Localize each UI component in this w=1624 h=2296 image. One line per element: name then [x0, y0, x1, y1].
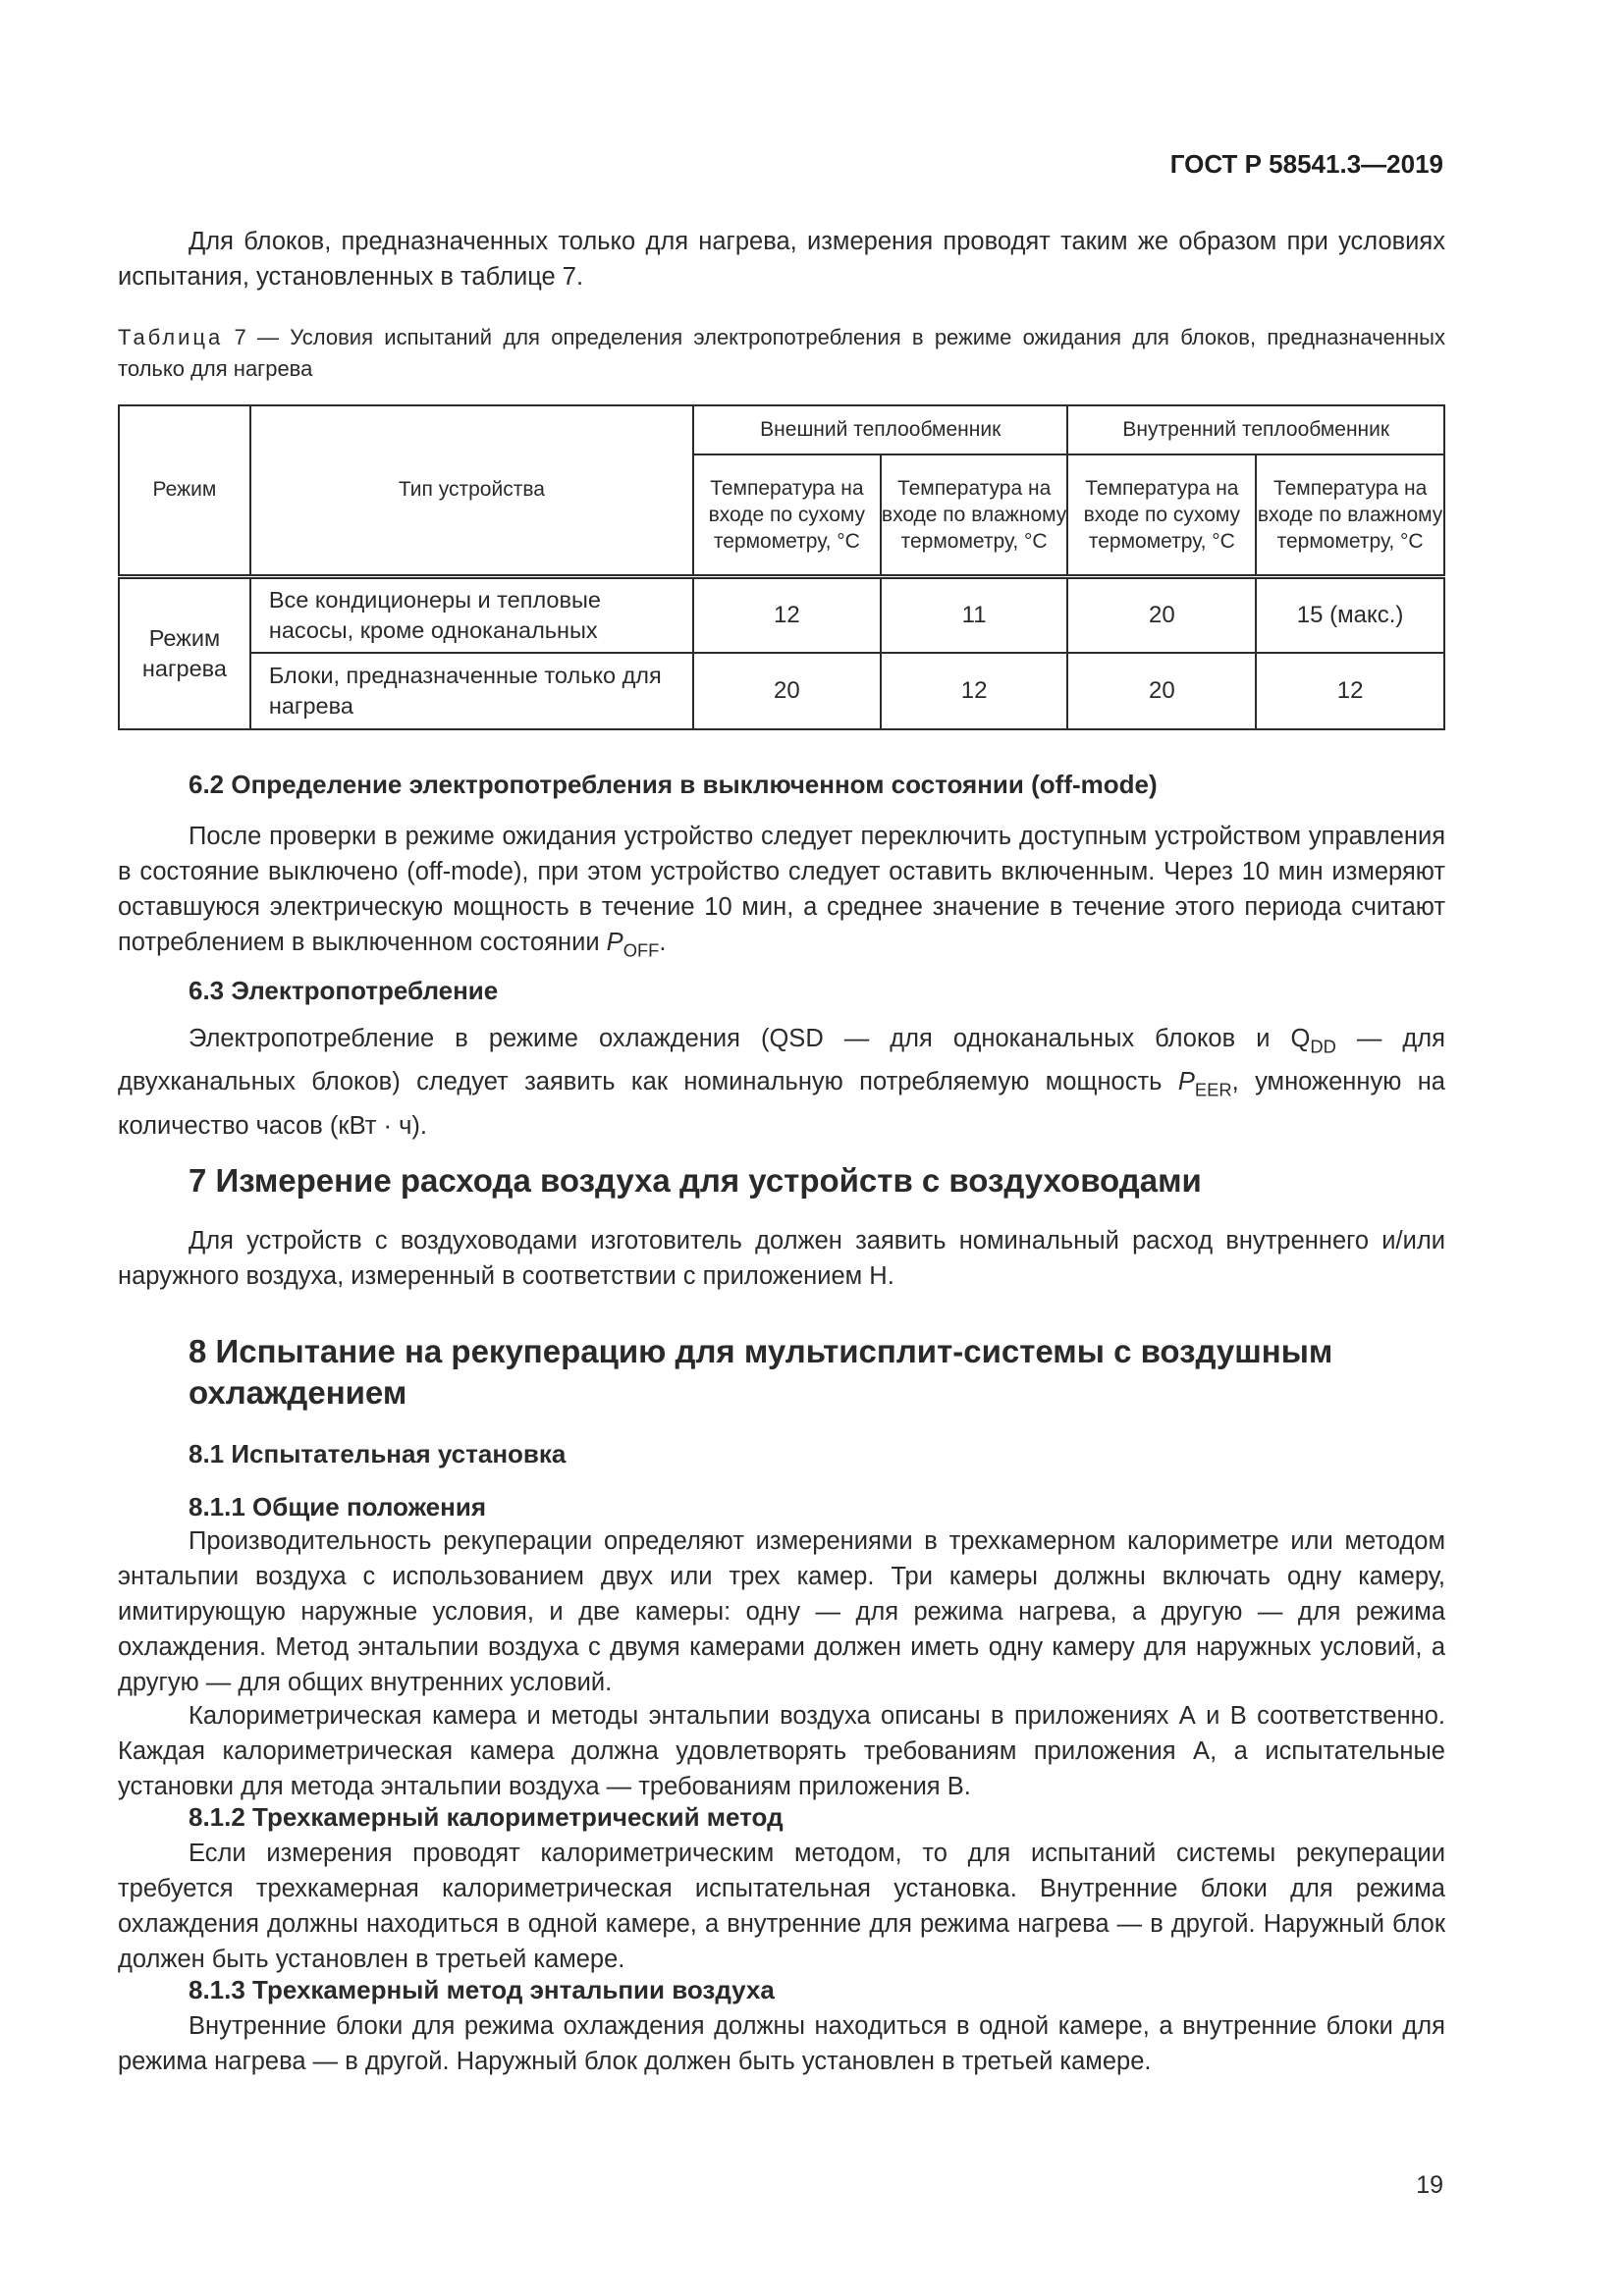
paragraph-6-2	[118, 819, 1445, 968]
document-header: ГОСТ Р 58541.3—2019	[1169, 149, 1443, 179]
paragraph-7: Для устройств с воздуховодами изготовитель должен заявить номинальный расход внутреннего и/или наружного воздуха, измеренный в соответствии с приложением Н.	[118, 1227, 1445, 1290]
symbol-q: Q	[1290, 1025, 1311, 1052]
paragraph-6-3	[118, 1021, 1445, 1144]
conditions-table	[118, 404, 1445, 730]
table-caption-label: Таблица	[118, 325, 224, 349]
paragraph-8-1-3: Внутренние блоки для режима охлаждения должны находиться в одной камере, а внутренние блоки для режима нагрева — в другой. Наружный блок должен быть установлен в третьей камере.	[118, 2012, 1445, 2075]
header-inner-exchanger: Внутренний теплообменник	[1067, 405, 1444, 454]
heading-6-2: 6.2 Определение электропотребления в выключенном состоянии (off-mode)	[189, 770, 1158, 799]
value-cell: 12	[881, 653, 1068, 729]
mode-cell: Режим нагрева	[119, 576, 250, 729]
symbol-q-sub: DD	[1310, 1036, 1336, 1057]
paragraph-8-1-2: Если измерения проводят калориметрическим методом, то для испытаний системы рекуперации требуется трехкамерная калориметрическая испытательная установка. Внутренние блоки для режима охлаждения должны находиться в одной камере, а внутренние для режима нагрева — в другой. Наружный блок должен быть установлен в третьей камере.	[118, 1840, 1445, 1973]
heading-8-1-1: 8.1.1 Общие положения	[189, 1492, 486, 1522]
paragraph-8-1-1-b: Калориметрическая камера и методы энтальпии воздуха описаны в приложениях А и В соответственно. Каждая калориметрическая камера должна удовлетворять требованиям приложения А, а испытательные установки для метода энтальпии воздуха — требованиям приложения В.	[118, 1702, 1445, 1800]
header-mode: Режим	[119, 405, 250, 576]
header-outer-wet: Температура на входе по влажному термометру, °С	[881, 454, 1068, 576]
paragraph-6-3-part2: — для двухканальных блоков) следует заявить как номинальную потребляемую мощность	[118, 1025, 1445, 1096]
page-number: 19	[1416, 2171, 1443, 2199]
intro-paragraph: Для блоков, предназначенных только для нагрева, измерения проводят таким же образом при условиях испытания, установленных в таблице 7.	[118, 228, 1445, 291]
heading-section-7: 7 Измерение расхода воздуха для устройств с воздуховодами	[189, 1162, 1202, 1199]
symbol-p: P	[606, 929, 623, 956]
table-row	[119, 576, 1444, 653]
paragraph-6-2-end: .	[659, 929, 667, 956]
header-outer-exchanger: Внешний теплообменник	[693, 405, 1068, 454]
symbol-p-eer-sub: EER	[1194, 1079, 1232, 1100]
value-cell: 15 (макс.)	[1256, 576, 1444, 653]
value-cell: 12	[693, 576, 881, 653]
paragraph-6-3-part3: , умноженную на количество часов (кВт · ч).	[118, 1068, 1445, 1140]
value-cell: 20	[1067, 576, 1256, 653]
header-inner-wet: Температура на входе по влажному термометру, °С	[1256, 454, 1444, 576]
symbol-p-sub: OFF	[623, 939, 660, 961]
value-cell: 20	[693, 653, 881, 729]
symbol-p-eer: P	[1177, 1068, 1195, 1096]
device-cell: Блоки, предназначенные только для нагрева	[250, 653, 693, 729]
heading-8-1-2: 8.1.2 Трехкамерный калориметрический метод	[189, 1802, 784, 1832]
paragraph-6-2-text: После проверки в режиме ожидания устройство следует переключить доступным устройством управления в состояние выключено (off-mode), при этом устройство следует оставить включенным. Через 10 мин измеряют оставшуюся электрическую мощность в течение 10 мин, а среднее значение в течение этого периода считают потреблением в выключенном состоянии	[118, 823, 1445, 956]
value-cell: 11	[881, 576, 1068, 653]
heading-8-1-3: 8.1.3 Трехкамерный метод энтальпии воздуха	[189, 1975, 775, 2004]
header-inner-dry: Температура на входе по сухому термометру, °С	[1067, 454, 1256, 576]
table-caption-text: 7 — Условия испытаний для определения электропотребления в режиме ожидания для блоков, предназначенных только для нагрева	[118, 325, 1445, 381]
table-caption	[118, 322, 1445, 385]
paragraph-6-3-part1: Электропотребление в режиме охлаждения (QSD — для одноканальных блоков и	[189, 1025, 1291, 1052]
header-outer-dry: Температура на входе по сухому термометру, °С	[693, 454, 881, 576]
value-cell: 12	[1256, 653, 1444, 729]
heading-section-8: 8 Испытание на рекуперацию для мультисплит-системы с воздушным охлаждением	[189, 1333, 1333, 1411]
heading-8-1: 8.1 Испытательная установка	[189, 1439, 567, 1468]
heading-6-3: 6.3 Электропотребление	[189, 976, 499, 1005]
paragraph-8-1-1: Производительность рекуперации определяют измерениями в трехкамерном калориметре или методом энтальпии воздуха с использованием двух или трех камер. Три камеры должны включать одну камеру, имитирующую наружные условия, и две камеры: одну — для режима нагрева, а другую — для режима охлаждения. Метод энтальпии воздуха с двумя камерами должен иметь одну камеру для наружных условий, а другую — для общих внутренних условий.	[118, 1527, 1445, 1696]
header-device-type: Тип устройства	[250, 405, 693, 576]
value-cell: 20	[1067, 653, 1256, 729]
device-cell: Все кондиционеры и тепловые насосы, кроме одноканальных	[250, 576, 693, 653]
table-row	[119, 653, 1444, 729]
